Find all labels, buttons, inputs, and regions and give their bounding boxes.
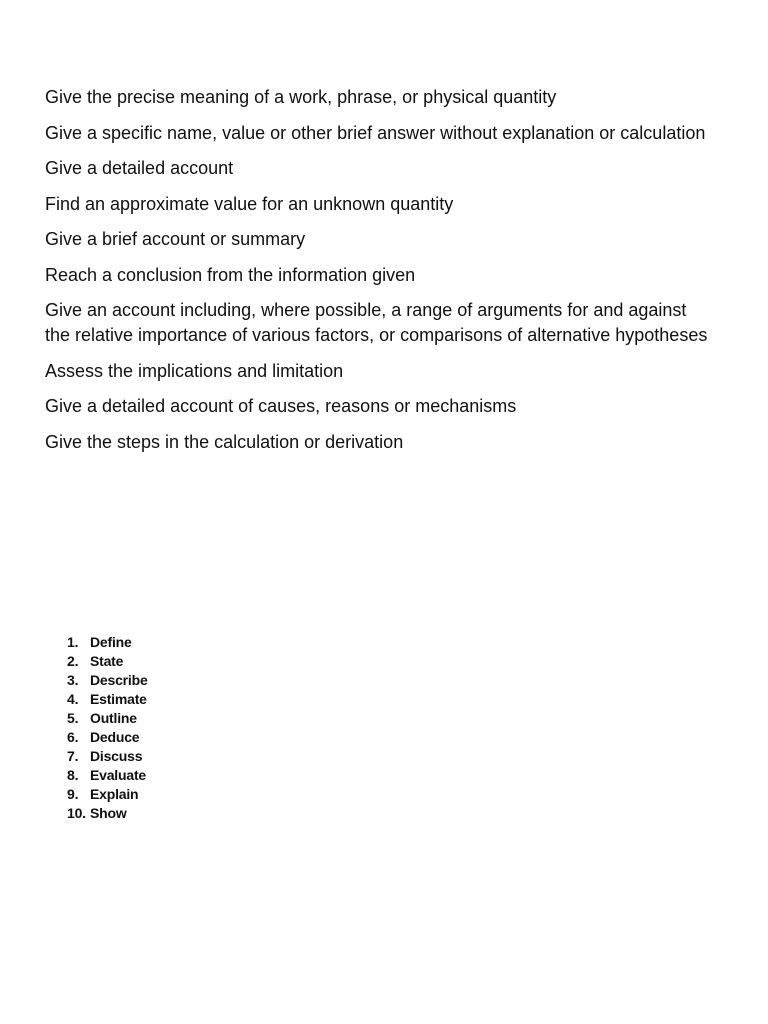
definition-item: Give a detailed account of causes, reasons or mechanisms xyxy=(45,396,517,416)
term-number: 5. xyxy=(67,710,79,726)
term-label: Describe xyxy=(90,672,148,688)
term-label: Evaluate xyxy=(90,767,146,783)
term-label: Estimate xyxy=(90,691,147,707)
term-label: Explain xyxy=(90,786,139,802)
term-number: 3. xyxy=(67,672,79,688)
definition-item: Give a detailed account xyxy=(45,158,234,178)
definition-item: Assess the implications and limitation xyxy=(45,360,344,381)
term-item xyxy=(67,804,148,823)
term-item xyxy=(67,671,148,690)
term-number: 6. xyxy=(67,729,79,745)
term-item xyxy=(67,747,148,766)
definition-item: Give an account including, where possible, a range of arguments for and against the relative importance of various factors, or comparisons of alternative hypotheses xyxy=(45,300,708,345)
term-number: 9. xyxy=(67,786,79,802)
definition-item: Give the steps in the calculation or derivation xyxy=(45,431,404,452)
term-item xyxy=(67,709,148,728)
term-item xyxy=(67,766,148,785)
term-label: Show xyxy=(90,805,127,821)
definition-item: Find an approximate value for an unknown quantity xyxy=(45,193,454,214)
term-label: State xyxy=(90,653,124,669)
terms-list xyxy=(67,633,148,823)
term-number: 10. xyxy=(67,805,86,821)
term-item xyxy=(67,652,148,671)
term-number: 7. xyxy=(67,748,79,764)
definition-item: Reach a conclusion from the information given xyxy=(45,264,416,285)
term-number: 1. xyxy=(67,634,79,650)
term-item xyxy=(67,785,148,804)
term-label: Discuss xyxy=(90,748,143,764)
definition-item: Give a brief account or summary xyxy=(45,229,306,249)
term-label: Define xyxy=(90,634,132,650)
definition-item: Give a specific name, value or other brief answer without explanation or calculation xyxy=(45,122,706,143)
term-item xyxy=(67,728,148,747)
term-number: 4. xyxy=(67,691,79,707)
term-item xyxy=(67,690,148,709)
definitions-list xyxy=(45,85,715,465)
term-number: 8. xyxy=(67,767,79,783)
definition-item: Give the precise meaning of a work, phrase, or physical quantity xyxy=(45,87,557,107)
term-number: 2. xyxy=(67,653,79,669)
term-label: Outline xyxy=(90,710,137,726)
term-label: Deduce xyxy=(90,729,140,745)
term-item xyxy=(67,633,148,652)
